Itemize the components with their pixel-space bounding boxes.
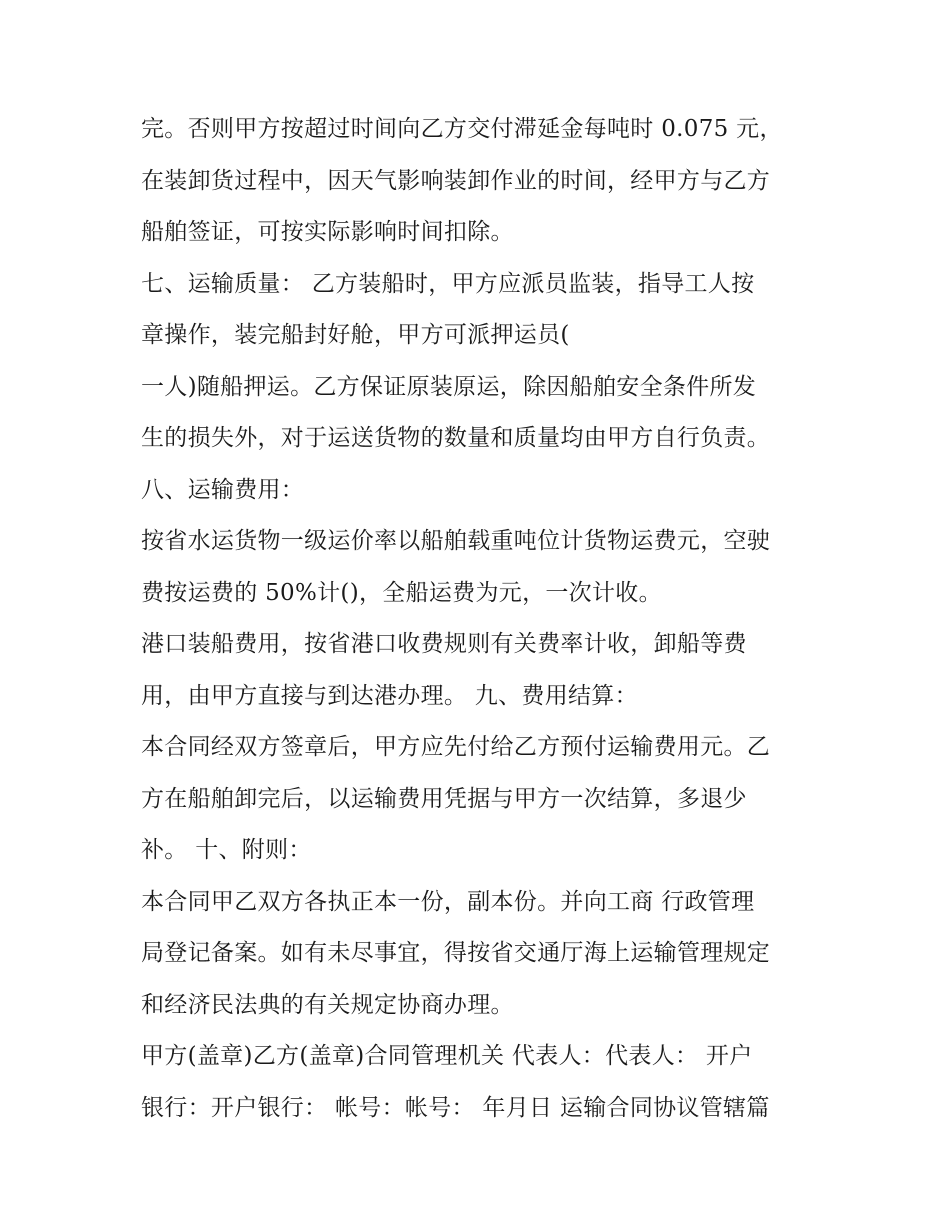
text-line: 在装卸货过程中，因天气影响装卸作业的时间，经甲方与乙方	[141, 167, 771, 194]
text-line: 方在船舶卸完后，以运输费用凭据与甲方一次结算，多退少	[141, 785, 747, 812]
text-line: 局登记备案。如有未尽事宜，得按省交通厅海上运输管理规定	[141, 940, 771, 966]
signature-block-line: 甲方(盖章)乙方(盖章)合同管理机关 代表人：代表人： 开户	[141, 1043, 753, 1069]
section-heading-transport-fees: 八、运输费用：	[141, 476, 305, 503]
text-line: 用，由甲方直接与到达港办理。 九、费用结算：	[141, 682, 638, 709]
contract-body-text	[141, 104, 821, 1134]
text-line: 和经济民法典的有关规定协商办理。	[141, 991, 514, 1018]
text-line: 本合同甲乙双方各执正本一份，副本份。并向工商 行政管理	[141, 888, 755, 915]
text-line: 费按运费的 50%计()，全船运费为元，一次计收。	[141, 579, 662, 606]
text-line: 港口装船费用，按省港口收费规则有关费率计收，卸船等费	[141, 631, 747, 657]
text-line: 章操作，装完船封好舱，甲方可派押运员(	[141, 322, 570, 348]
text-line: 一人)随船押运。乙方保证原装原运，除因船舶安全条件所发	[141, 373, 757, 400]
text-line: 补。 十、附则：	[141, 837, 312, 863]
text-line: 按省水运货物一级运价率以船舶载重吨位计货物运费元，空驶	[141, 528, 771, 554]
section-heading-transport-quality: 七、运输质量： 乙方装船时，甲方应派员监装，指导工人按	[141, 270, 755, 297]
text-line: 本合同经双方签章后，甲方应先付给乙方预付运输费用元。乙	[141, 734, 771, 760]
text-line: 船舶签证，可按实际影响时间扣除。	[141, 219, 514, 245]
text-line: 完。否则甲方按超过时间向乙方交付滞延金每吨时 0.075 元，	[141, 116, 783, 142]
signature-block-line: 银行：开户银行： 帐号：帐号： 年月日 运输合同协议管辖篇	[141, 1094, 770, 1121]
text-line: 生的损失外，对于运送货物的数量和质量均由甲方自行负责。	[141, 425, 771, 451]
